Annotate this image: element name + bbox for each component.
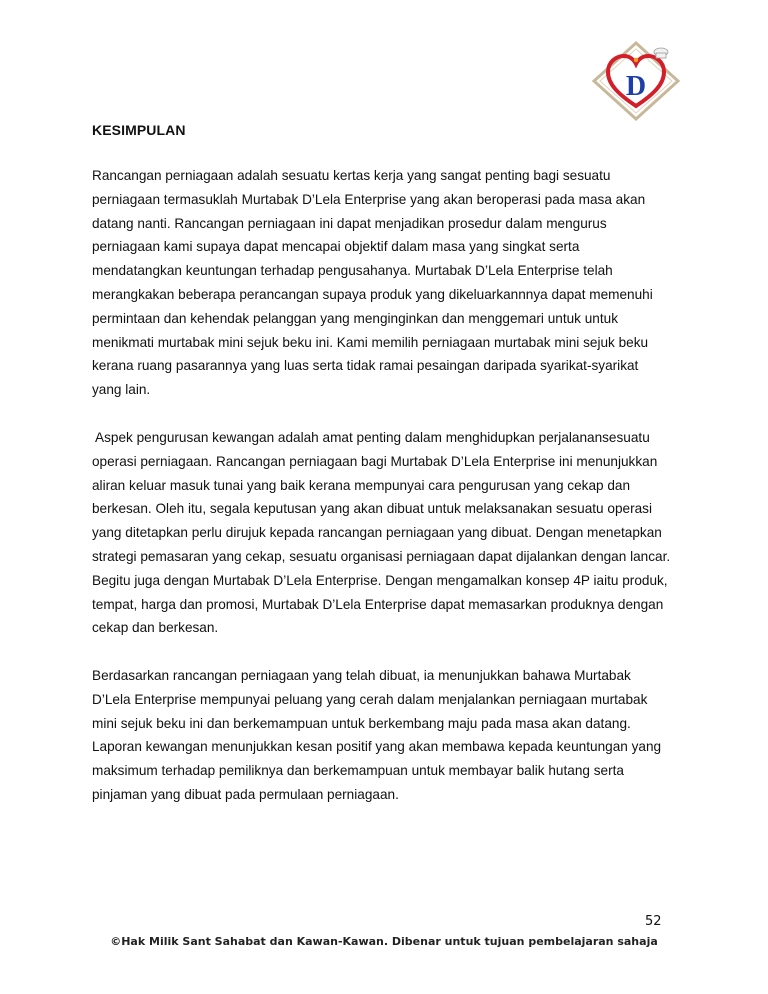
paragraph-line: tempat, harga dan promosi, Murtabak D’Lela Enterprise dapat memasarkan produknya dengan bbox=[92, 596, 664, 612]
paragraph-line: D’Lela Enterprise mempunyai peluang yang cerah dalam menjalankan perniagaan murtabak bbox=[92, 691, 648, 707]
paragraph-line: perniagaan termasuklah Murtabak D’Lela Enterprise yang akan beroperasi pada masa akan bbox=[92, 191, 646, 207]
paragraph-line: pinjaman yang dibuat pada permulaan perniagaan. bbox=[92, 786, 399, 802]
logo-letter: D bbox=[625, 71, 647, 102]
page-number: 52 bbox=[645, 914, 662, 929]
paragraph-2 bbox=[92, 426, 682, 640]
paragraph-line: merangkakan beberapa perancangan supaya produk yang dikeluarkannnya dapat memenuhi bbox=[92, 286, 653, 302]
paragraph-line: mendatangkan keuntungan terhadap pengusahanya. Murtabak D’Lela Enterprise telah bbox=[92, 263, 613, 279]
copyright-footer: ©Hak Milik Sant Sahabat dan Kawan-Kawan. Dibenar untuk tujuan pembelajaran sahaja bbox=[110, 935, 658, 948]
section-heading: KESIMPULAN bbox=[92, 122, 186, 138]
paragraph-line: mini sejuk beku ini dan berkemampuan untuk berkembang maju pada masa akan datang. bbox=[92, 715, 631, 731]
paragraph-line: maksimum terhadap pemiliknya dan berkemampuan untuk membayar balik hutang serta bbox=[92, 763, 624, 779]
paragraph-line: Aspek pengurusan kewangan adalah amat penting dalam menghidupkan perjalanansesuatu bbox=[92, 430, 650, 445]
paragraph-line: operasi perniagaan. Rancangan perniagaan bagi Murtabak D’Lela Enterprise ini menunjukkan bbox=[92, 453, 658, 469]
paragraph-line: Laporan kewangan menunjukkan kesan positif yang akan membawa kepada keuntungan yang bbox=[92, 739, 662, 755]
paragraph-line: kerana ruang pasarannya yang luas serta tidak ramai pesaingan daripada syarikat-syarikat bbox=[92, 358, 639, 374]
paragraph-line: berkesan. Oleh itu, segala keputusan yang akan dibuat untuk melaksanakan sesuatu operasi bbox=[92, 501, 652, 517]
paragraph-line: yang lain. bbox=[92, 382, 151, 398]
paragraph-line: perniagaan kami supaya dapat mencapai objektif dalam masa yang singkat serta bbox=[92, 239, 580, 255]
paragraph-line: permintaan dan kehendak pelanggan yang menginginkan dan menggemari untuk untuk bbox=[92, 310, 619, 326]
paragraph-line: cekap dan berkesan. bbox=[92, 620, 219, 636]
paragraph-line: Berdasarkan rancangan perniagaan yang telah dibuat, ia menunjukkan bahawa Murtabak bbox=[92, 668, 631, 683]
paragraph-line: datang nanti. Rancangan perniagaan ini dapat menjadikan prosedur dalam mengurus bbox=[92, 215, 607, 231]
company-logo bbox=[590, 40, 682, 122]
paragraph-line: menikmati murtabak mini sejuk beku ini. Kami memilih perniagaan murtabak mini sejuk beku bbox=[92, 334, 649, 350]
paragraph-line: yang ditetapkan perlu dirujuk kepada rancangan perniagaan yang dibuat. Dengan menetapkan bbox=[92, 525, 662, 541]
paragraph-1 bbox=[92, 164, 682, 402]
paragraph-line: aliran keluar masuk tunai yang baik kerana mempunyai cara pengurusan yang cekap dan bbox=[92, 477, 631, 493]
paragraph-3 bbox=[92, 664, 682, 807]
paragraph-line: Rancangan perniagaan adalah sesuatu kertas kerja yang sangat penting bagi sesuatu bbox=[92, 168, 611, 183]
paragraph-line: Begitu juga dengan Murtabak D’Lela Enterprise. Dengan mengamalkan konsep 4P iaitu produk, bbox=[92, 572, 668, 588]
paragraph-line: strategi pemasaran yang cekap, sesuatu organisasi perniagaan dapat dijalankan dengan lancar. bbox=[92, 548, 671, 564]
